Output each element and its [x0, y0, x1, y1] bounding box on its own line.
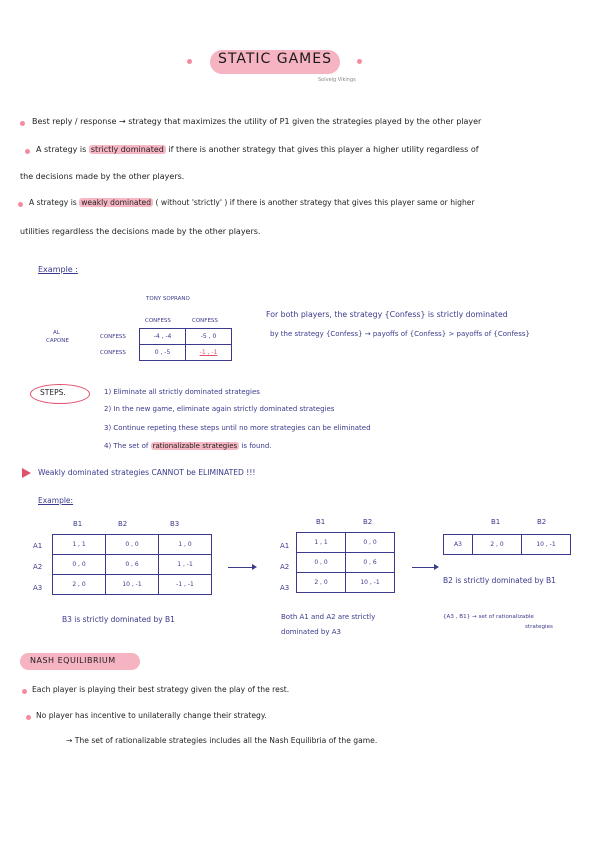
- ex1-col-header: CONFESS: [192, 318, 218, 324]
- row-player-label-1: AL: [53, 330, 60, 336]
- strict-def-line1: [36, 145, 479, 154]
- step4-highlight: rationalizable strategies: [152, 442, 238, 450]
- nash-bullet-2: No player has incentive to unilaterally change their strategy.: [36, 711, 267, 720]
- example2-table2: [296, 532, 395, 593]
- t3-col-header: B1: [491, 518, 501, 526]
- t1-row-header: A3: [33, 584, 43, 592]
- table3-caption: B2 is strictly dominated by B1: [443, 576, 556, 585]
- ex1-row-header: CONFESS: [100, 334, 126, 340]
- ex1-row-header: CONFESS: [100, 350, 126, 356]
- bullet-dot: [22, 689, 27, 694]
- t3-col-header: B2: [537, 518, 547, 526]
- t3-cell: 10 , -1: [522, 535, 571, 555]
- bullet-dot: [18, 202, 23, 207]
- t1-col-header: B3: [170, 520, 180, 528]
- t2-col-header: B1: [316, 518, 326, 526]
- t1-col-header: B1: [73, 520, 83, 528]
- t1-cell: 0 , 6: [106, 555, 159, 575]
- t1-row-header: A2: [33, 563, 43, 571]
- step-item-4: [104, 442, 272, 450]
- title-dot-right: [357, 59, 362, 64]
- t1-cell: 0 , 0: [106, 535, 159, 555]
- example1-matrix: [139, 328, 232, 361]
- ex1-cell: 0 , -5: [140, 345, 186, 361]
- arrow-line: [412, 567, 436, 568]
- title-dot-left: [187, 59, 192, 64]
- weak-highlight: weakly dominated: [81, 198, 152, 207]
- t1-row-header: A1: [33, 542, 43, 550]
- page-title: STATIC GAMES: [218, 51, 332, 67]
- row-player-label-2: CAPONE: [46, 338, 69, 344]
- ex1-cell: -1 , -1: [186, 345, 232, 361]
- example1-note-2: by the strategy {Confess} → payoffs of {Confess} > payoffs of {Confess}: [270, 330, 530, 338]
- ex1-cell: -4 , -4: [140, 329, 186, 345]
- table1-caption: B3 is strictly dominated by B1: [62, 615, 175, 624]
- author: Solveig Vikings: [318, 77, 356, 83]
- t3-cell: 2 , 0: [473, 535, 522, 555]
- strict-post: if there is another strategy that gives this player a higher utility regardless of: [168, 145, 479, 154]
- example1-note-1: For both players, the strategy {Confess} is strictly dominated: [266, 310, 508, 319]
- weak-pre: A strategy is: [29, 198, 77, 207]
- example2-table3: [443, 534, 571, 555]
- table2-caption-2: dominated by A3: [281, 628, 341, 636]
- steps-label: STEPS.: [40, 388, 66, 397]
- t2-cell: 1 , 1: [297, 533, 346, 553]
- t2-row-header: A1: [280, 542, 290, 550]
- t1-cell: -1 , -1: [159, 575, 212, 595]
- t2-cell: 2 , 0: [297, 573, 346, 593]
- nash-arrow-note: → The set of rationalizable strategies includes all the Nash Equilibria of the game.: [66, 736, 378, 745]
- t1-cell: 1 , 0: [159, 535, 212, 555]
- t1-cell: 0 , 0: [53, 555, 106, 575]
- arrow-head-icon: [252, 564, 257, 570]
- t2-row-header: A3: [280, 584, 290, 592]
- step4-pre: 4) The set of: [104, 442, 149, 450]
- arrow-line: [228, 567, 254, 568]
- nash-heading: NASH EQUILIBRIUM: [30, 656, 116, 665]
- example2-table1: [52, 534, 212, 595]
- ex1-col-header: CONFESS: [145, 318, 171, 324]
- t1-cell: 10 , -1: [106, 575, 159, 595]
- ex1-cell: -5 , 0: [186, 329, 232, 345]
- t2-col-header: B2: [363, 518, 373, 526]
- arrow-head-icon: [434, 564, 439, 570]
- table3-result-2: strategies: [525, 624, 553, 630]
- t2-cell: 0 , 0: [297, 553, 346, 573]
- table2-caption-1: Both A1 and A2 are strictly: [281, 613, 376, 621]
- example2-label: Example:: [38, 496, 74, 505]
- t2-row-header: A2: [280, 563, 290, 571]
- bullet-dot: [25, 149, 30, 154]
- warning-triangle-icon: [22, 468, 31, 478]
- strict-def-line2: the decisions made by the other players.: [20, 172, 185, 181]
- strict-highlight: strictly dominated: [90, 145, 164, 154]
- step-item: 2) In the new game, eliminate again strictly dominated strategies: [104, 405, 335, 413]
- t2-cell: 0 , 6: [346, 553, 395, 573]
- t3-row-header: A3: [444, 535, 473, 555]
- table3-result-1: {A3 , B1} → set of rationalizable: [443, 614, 534, 620]
- strict-pre: A strategy is: [36, 145, 87, 154]
- step-item: 1) Eliminate all strictly dominated strategies: [104, 388, 260, 396]
- bullet-dot: [26, 715, 31, 720]
- t1-cell: 2 , 0: [53, 575, 106, 595]
- step4-post: is found.: [241, 442, 272, 450]
- best-reply-def: Best reply / response → strategy that maximizes the utility of P1 given the strategies played by the other player: [32, 117, 482, 126]
- weak-def-line2: utilities regardless the decisions made by the other players.: [20, 227, 261, 236]
- t2-cell: 0 , 0: [346, 533, 395, 553]
- example1-label: Example :: [38, 265, 78, 274]
- col-player-label: TONY SOPRANO: [146, 296, 190, 302]
- t1-cell: 1 , 1: [53, 535, 106, 555]
- step-item: 3) Continue repeting these steps until no more strategies can be eliminated: [104, 424, 371, 432]
- weak-def-line1: [29, 198, 475, 207]
- bullet-dot: [20, 121, 25, 126]
- warning-text: Weakly dominated strategies CANNOT be ELIMINATED !!!: [38, 468, 256, 477]
- weak-post: ( without 'strictly' ) if there is another strategy that gives this player same or higher: [155, 198, 475, 207]
- t1-col-header: B2: [118, 520, 128, 528]
- t2-cell: 10 , -1: [346, 573, 395, 593]
- t1-cell: 1 , -1: [159, 555, 212, 575]
- nash-bullet-1: Each player is playing their best strategy given the play of the rest.: [32, 685, 290, 694]
